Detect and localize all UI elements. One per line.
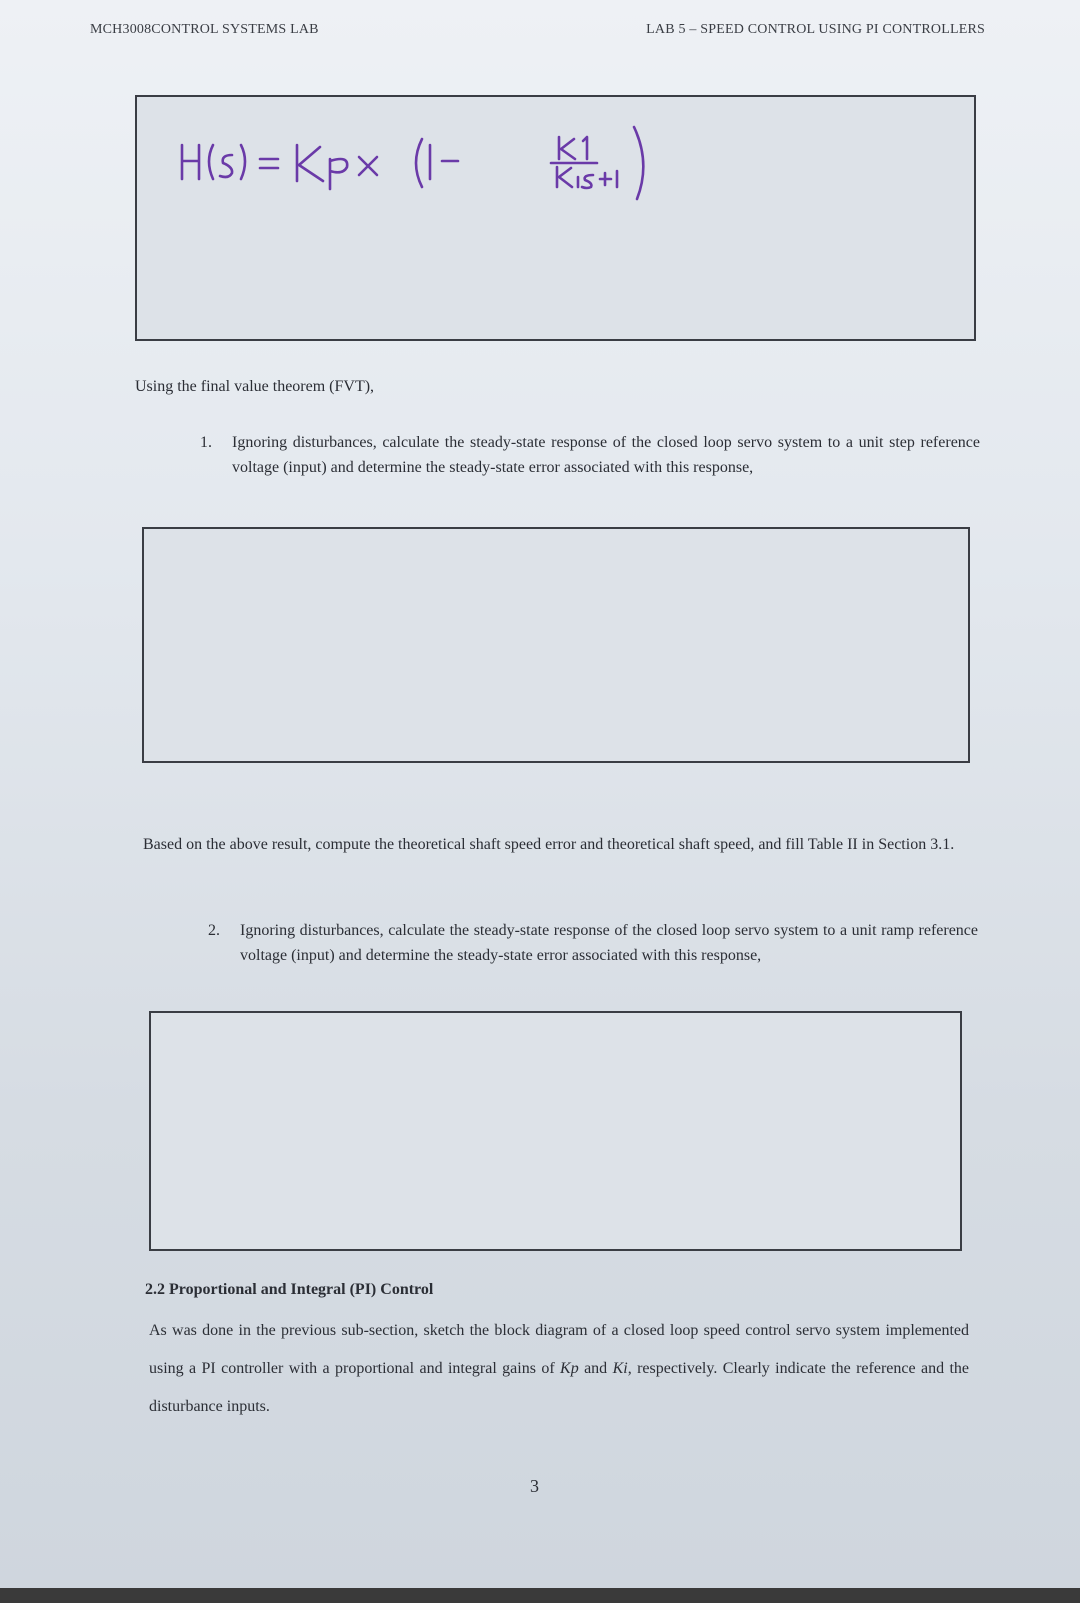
question-1: [200, 430, 980, 480]
section-body-part-1: As was done in the previous sub-section, sketch the block diagram of a closed loop speed control servo system implemented using a PI controller with a proportional and integral gains of: [149, 1322, 969, 1377]
ki-symbol: Ki: [612, 1360, 628, 1377]
question-1-number: 1.: [200, 434, 212, 451]
section-body-and: and: [578, 1360, 613, 1377]
fvt-intro: Using the final value theorem (FVT),: [135, 378, 375, 395]
question-2: [208, 918, 978, 968]
section-heading: 2.2 Proportional and Integral (PI) Control: [145, 1281, 434, 1298]
section-body-part-2: , respectively. Clearly indicate the reference and the disturbance inputs.: [149, 1360, 969, 1415]
kp-symbol: Kp: [560, 1360, 579, 1377]
answer-box-3[interactable]: [149, 1011, 962, 1251]
question-1-text: Ignoring disturbances, calculate the steady-state response of the closed loop servo system to a unit step reference voltage (input) and determine the steady-state error associated with this response,: [232, 434, 980, 476]
question-2-text: Ignoring disturbances, calculate the steady-state response of the closed loop servo system to a unit ramp reference voltage (input) and determine the steady-state error associated with this response,: [240, 922, 978, 964]
answer-box-1[interactable]: [135, 95, 976, 341]
answer-box-2[interactable]: [142, 527, 970, 763]
header-lab-title: LAB 5 – SPEED CONTROL USING PI CONTROLLERS: [646, 22, 985, 37]
question-2-number: 2.: [208, 922, 220, 939]
header-course-title: MCH3008CONTROL SYSTEMS LAB: [90, 22, 319, 37]
handwritten-equation: [137, 97, 974, 339]
page-number: 3: [530, 1476, 539, 1496]
table-instruction: Based on the above result, compute the theoretical shaft speed error and theoretical shaft speed, and fill Table II in Section 3.1.: [143, 836, 955, 853]
bottom-edge: [0, 1588, 1080, 1603]
section-body: [149, 1312, 969, 1426]
